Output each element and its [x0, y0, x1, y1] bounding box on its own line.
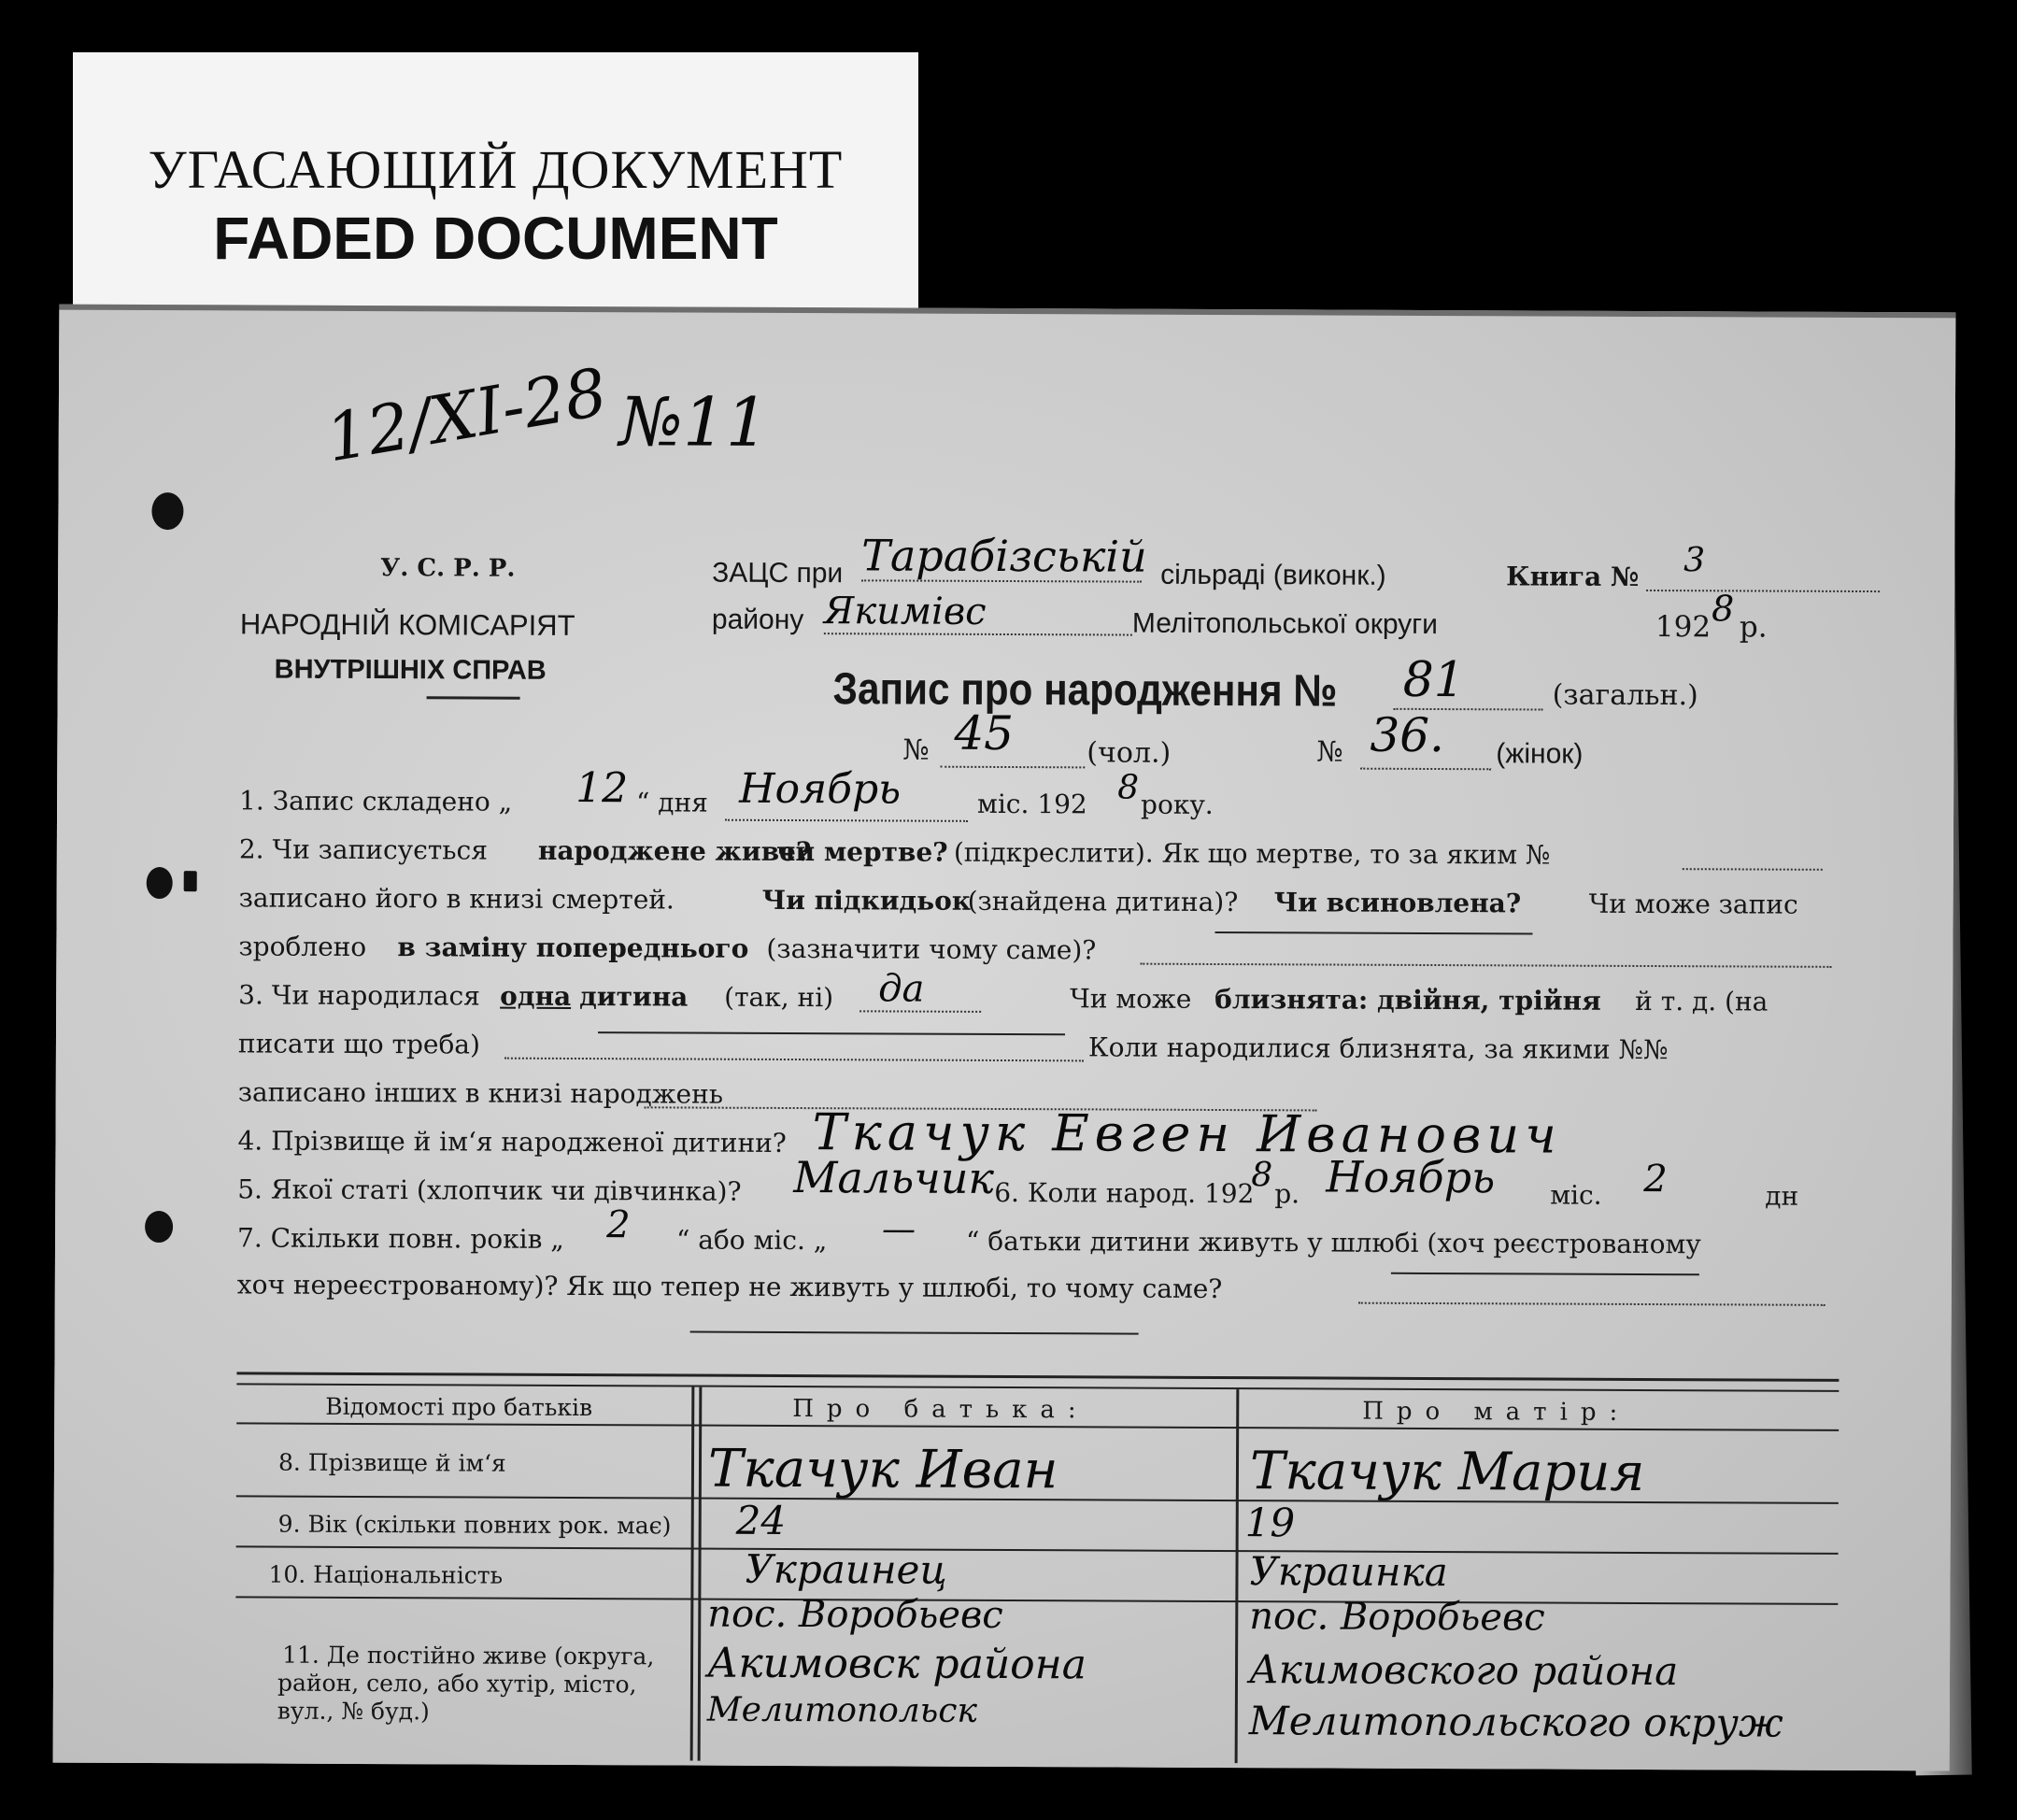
item6-text-b: р.: [1274, 1178, 1300, 1210]
item3-text-a: 3. Чи народилася: [238, 979, 480, 1012]
handwritten-dash: [690, 1331, 1139, 1335]
zags-suffix: сільраді (виконк.): [1160, 559, 1386, 591]
faded-document-label: [73, 52, 918, 323]
fill-line: [1360, 768, 1491, 771]
row9-label: 9. Вік (скільки повних рок. має): [277, 1510, 672, 1540]
item2-foundling: Чи підкидьок: [761, 884, 972, 917]
child-name: Ткачук Евген Иванович: [812, 1102, 1562, 1165]
item2-alive: народжене живе?: [537, 834, 812, 868]
ink-blot: [184, 871, 197, 891]
fill-line: [861, 579, 1142, 582]
item3-text-g: й т. д. (на: [1635, 985, 1768, 1017]
item6-month: Ноябрь: [1326, 1151, 1496, 1203]
annotation-number: №11: [618, 382, 769, 462]
item2-text-e: записано його в книзі смертей.: [238, 882, 675, 916]
punch-hole: [145, 1211, 173, 1243]
item1-text-c: міс. 192: [977, 788, 1087, 820]
item7-text-c: “ батьки дитини живуть у шлюбі (хоч реєстрованому: [965, 1225, 1701, 1260]
book-value: 3: [1683, 541, 1706, 580]
row11-label-1: 11. Де постійно живе (округа,: [282, 1641, 655, 1671]
row8-label: 8. Прізвище й ім‘я: [277, 1448, 506, 1477]
table-divider: [690, 1387, 695, 1761]
father-address-3: Мелитопольск: [706, 1690, 978, 1730]
item3-one: одна: [500, 980, 572, 1012]
item2-replacement: в заміну попереднього: [397, 931, 749, 964]
item7-months: —: [882, 1210, 916, 1249]
year-digit: 8: [1711, 588, 1735, 630]
row10-label: 10. Національність: [268, 1560, 504, 1589]
item3-text-i: Коли народилися близнята, за якими №№: [1087, 1031, 1669, 1066]
father-age: 24: [735, 1497, 787, 1543]
table-rule: [235, 1596, 1838, 1604]
mother-address-3: Мелитопольского окруж: [1248, 1698, 1783, 1746]
fill-line: [859, 1010, 981, 1013]
punch-hole: [147, 867, 173, 899]
record-title: Запис про народження №: [832, 664, 1338, 717]
item2-adopted: Чи всиновлена?: [1273, 887, 1522, 919]
item3-text-j: записано інших в книзі народжень: [237, 1076, 724, 1110]
mother-nationality: Украинка: [1249, 1548, 1448, 1596]
child-sex: Мальчик: [793, 1152, 995, 1203]
year-prefix: 192: [1655, 610, 1712, 645]
female-no-label: №: [1316, 735, 1343, 769]
father-address-1: пос. Воробьевс: [707, 1592, 1003, 1637]
table-rule: [236, 1383, 1839, 1391]
fill-line: [940, 766, 1085, 769]
fill-line: [1140, 963, 1831, 968]
item3-value: да: [878, 967, 925, 1011]
year-suffix: р.: [1739, 610, 1768, 645]
zags-prefix: ЗАЦС при: [712, 557, 844, 590]
item6-text-d: дн: [1765, 1180, 1799, 1212]
table-header-father: Про батька:: [792, 1395, 1089, 1425]
fill-line: [1683, 868, 1823, 871]
male-no-label: №: [902, 733, 930, 767]
mother-address-2: Акимовского района: [1248, 1646, 1679, 1695]
father-nationality: Украинец: [745, 1545, 947, 1593]
item2-text-a: 2. Чи записується: [238, 833, 488, 866]
table-divider: [698, 1387, 703, 1761]
item2-text-l: (зазначити чому саме)?: [766, 932, 1097, 966]
table-header-mother: Про матір:: [1362, 1397, 1631, 1427]
item1-text-a: 1. Запис складено „: [239, 785, 513, 818]
item1-year: 8: [1117, 768, 1140, 807]
punch-hole: [151, 492, 183, 530]
district-value: Якимівс: [823, 590, 987, 633]
fill-line: [1646, 590, 1880, 592]
record-number-female: 36.: [1370, 707, 1445, 763]
handwritten-dash: [1391, 1273, 1699, 1275]
handwritten-dash: [598, 1031, 1065, 1035]
birth-record-sheet: [53, 305, 1956, 1771]
item1-month: Ноябрь: [739, 764, 902, 814]
item2-text-i: Чи може запис: [1588, 888, 1798, 920]
item5-text: 5. Якої статі (хлопчик чи дівчинка)?: [237, 1173, 742, 1207]
annotation-date: 12/XI-28: [320, 353, 613, 477]
record-number-male: 45: [954, 705, 1015, 761]
okruha-label: Мелітопольської округи: [1131, 607, 1438, 641]
book-label: Книга №: [1506, 561, 1640, 592]
district-prefix: району: [711, 604, 804, 636]
item3-text-d: (так, ні): [724, 981, 834, 1014]
father-name: Ткачук Иван: [707, 1438, 1058, 1501]
republic-heading: У. С. Р. Р.: [380, 554, 516, 583]
item7-text-a: 7. Скільки повн. років „: [236, 1222, 564, 1255]
row11-label-2: район, село, або хутір, місто,: [277, 1669, 637, 1699]
fill-line: [824, 633, 1132, 635]
label-english: FADED DOCUMENT: [213, 205, 778, 272]
handwritten-dash: [1214, 931, 1532, 934]
item3-child: дитина: [579, 981, 689, 1013]
female-label: (жінок): [1496, 738, 1584, 770]
fill-line: [1358, 1302, 1825, 1306]
fill-line: [725, 819, 968, 822]
item2-text-j: зроблено: [238, 931, 367, 963]
item3-text-h: писати що треба): [237, 1028, 481, 1060]
label-russian: УГАСАЮЩИЙ ДОКУМЕНТ: [148, 139, 844, 200]
item1-text-b: “ дня: [636, 787, 708, 818]
item6-year: 8: [1251, 1156, 1273, 1195]
item6-day: 2: [1643, 1157, 1668, 1201]
mother-age: 19: [1244, 1500, 1296, 1546]
item2-text-g: (знайдена дитина)?: [967, 885, 1239, 918]
item7-text-b: “ або міс. „: [675, 1224, 828, 1257]
row11-label-3: вул., № буд.): [277, 1697, 430, 1726]
commissariat-line2: ВНУТРІШНІХ СПРАВ: [274, 654, 547, 686]
father-address-2: Акимовск района: [706, 1639, 1087, 1689]
item7-text-d: хоч нереєстрованому)? Як що тепер не живуть у шлюбі, то чому саме?: [236, 1269, 1223, 1305]
item4-text: 4. Прізвище й ім‘я народженої дитини?: [237, 1125, 787, 1159]
item6-text-a: 6. Коли народ. 192: [994, 1176, 1255, 1210]
item1-day: 12: [575, 763, 629, 813]
item7-years: 2: [606, 1203, 631, 1247]
item2-text-d: (підкреслити). Як що мертве, то за яким №: [953, 836, 1551, 871]
record-number-total: 81: [1402, 651, 1465, 709]
mother-address-1: пос. Воробьевс: [1249, 1595, 1545, 1640]
zags-value: Тарабізській: [861, 530, 1147, 582]
item1-text-d: року.: [1141, 789, 1214, 820]
heading-underline: [427, 696, 520, 699]
male-label: (чол.): [1087, 736, 1172, 770]
table-divider: [1235, 1389, 1240, 1763]
commissariat-line1: НАРОДНІЙ КОМІСАРІЯТ: [239, 607, 575, 642]
item3-twins: близнята: двійня, трійня: [1214, 983, 1601, 1017]
item6-text-c: міс.: [1550, 1179, 1602, 1211]
mother-name: Ткачук Мария: [1249, 1441, 1645, 1503]
table-rule: [236, 1545, 1839, 1554]
total-label: (загальн.): [1552, 678, 1698, 713]
item2-dead: чи мертве?: [775, 835, 948, 868]
table-header-info: Відомості про батьків: [325, 1392, 593, 1422]
item3-text-e: Чи може: [1070, 983, 1192, 1015]
table-rule: [236, 1372, 1839, 1381]
fill-line: [504, 1058, 1084, 1062]
